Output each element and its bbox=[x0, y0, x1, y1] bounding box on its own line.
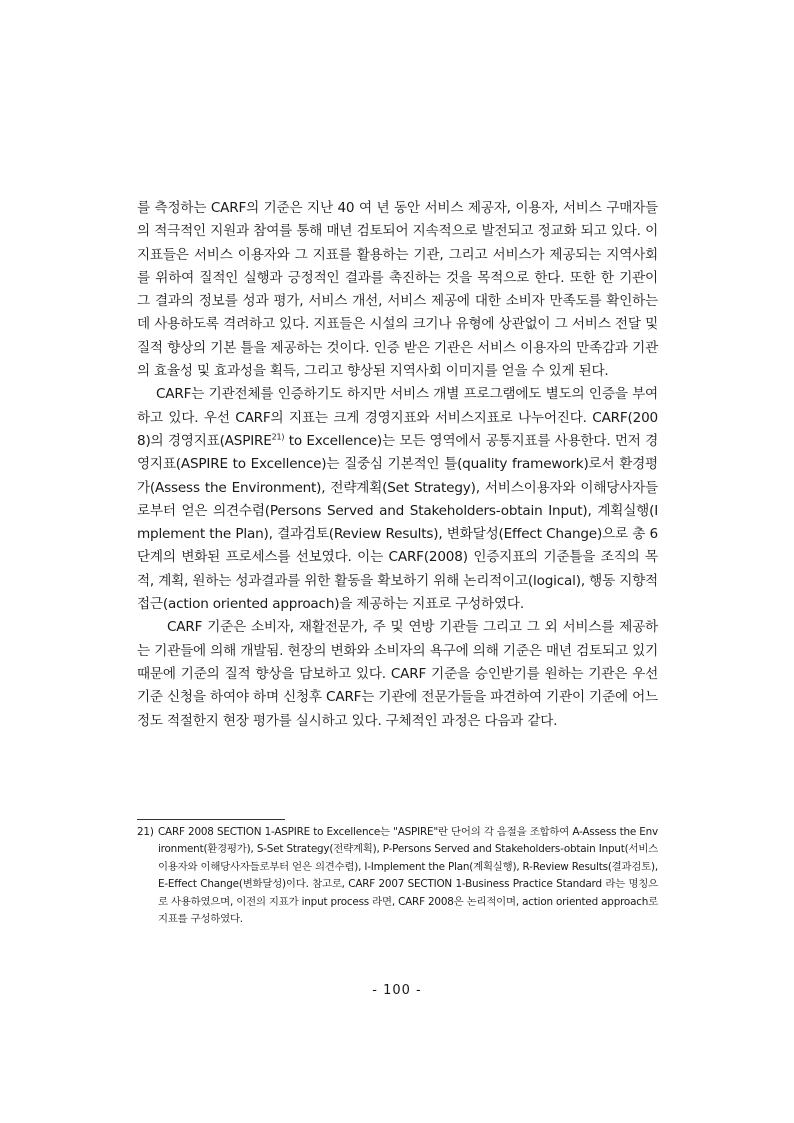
paragraph-2-part-1: CARF는 기관전체를 인증하기도 하지만 서비스 개별 프로그램에도 별도의 인증을 부여하고 있다. 우선 CARF의 지표는 크게 경영지표와 서비스지표로 나누어진다. CARF(2008)의 경영지표(ASPIRE bbox=[137, 386, 658, 449]
paragraph-1: 를 측정하는 CARF의 기준은 지난 40 여 년 동안 서비스 제공자, 이용자, 서비스 구매자들의 적극적인 지원과 참여를 통해 매년 검토되어 지속적으로 발전되고 정교화 되고 있다. 이 지표들은 서비스 이용자와 그 지표를 활용하는 기관, 그리고 서비스가 제공되는 지역사회를 위하여 질적인 실행과 긍정적인 결과를 촉진하는 것을 목적으로 한다. 또한 한 기관이 그 결과의 정보를 성과 평가, 서비스 개선, 서비스 제공에 대한 소비자 만족도를 확인하는데 사용하도록 격려하고 있다. 지표들은 시설의 크기나 유형에 상관없이 그 서비스 전달 및 질적 향상의 기본 틀을 제공하는 것이다. 인증 받은 기관은 서비스 이용자의 만족감과 기관의 효율성 및 효과성을 획득, 그리고 향상된 지역사회 이미지를 얻을 수 있게 된다. bbox=[137, 200, 658, 380]
footnote-item bbox=[137, 824, 658, 928]
footnote bbox=[137, 824, 658, 928]
paragraph-2-part-2: to Excellence)는 모든 영역에서 공통지표를 사용한다. 먼저 경영지표(ASPIRE to Excellence)는 질중심 기본적인 틀(quality framework)로서 환경평가(Assess the Environment), 전략계획(Set Strategy), 서비스이용자와 이해당사자들로부터 얻은 의견수렴(Persons Served and Stakeholders-obtain Input), 계획실행(Implement the Plan), 결과검토(Review Results), 변화달성(Effect Change)으로 총 6단계의 변화된 프로세스를 선보였다. 이는 CARF(2008) 인증지표의 기준틀을 조직의 목적, 계획, 원하는 성과결과를 위한 활동을 확보하기 위해 논리적이고(logical), 행동 지향적 접근(action oriented approach)을 제공하는 지표로 구성하였다. bbox=[137, 432, 659, 613]
footnote-ref[interactable]: 21) bbox=[271, 432, 285, 442]
footnote-number: 21) bbox=[137, 826, 154, 838]
page-number: - 100 - bbox=[372, 983, 422, 998]
paragraph-2 bbox=[137, 383, 658, 616]
paragraph-3: CARF 기준은 소비자, 재활전문가, 주 및 연방 기관들 그리고 그 외 서비스를 제공하는 기관들에 의해 개발됨. 현장의 변화와 소비자의 욕구에 의해 기준은 매년 검토되고 있기 때문에 기준의 질적 향상을 담보하고 있다. CARF 기준을 승인받기를 원하는 기관은 우선 기준 신청을 하여야 하며 신청후 CARF는 기관에 전문가들을 파견하여 기관이 기준에 어느 정도 적절한지 현장 평가를 실시하고 있다. 구체적인 과정은 다음과 같다. bbox=[137, 619, 658, 729]
body-text bbox=[137, 197, 658, 733]
footnote-divider bbox=[137, 819, 285, 820]
footnote-text: CARF 2008 SECTION 1-ASPIRE to Excellence는 "ASPIRE"란 단어의 각 음절을 조합하여 A-Assess the Environment(환경평가), S-Set Strategy(전략계획), P-Persons Served and Stakeholders-obtain Input(서비스이용자와 이해당사자들로부터 얻은 의견수렴), I-Implement the Plan(계획실행), R-Review Results(결과검토), E-Effect Change(변화달성)이다. 참고로, CARF 2007 SECTION 1-Business Practice Standard 라는 명칭으로 사용하였으며, 이전의 지표가 input process 라면, CARF 2008은 논리적이며, action oriented approach로 지표를 구성하였다. bbox=[158, 826, 658, 926]
